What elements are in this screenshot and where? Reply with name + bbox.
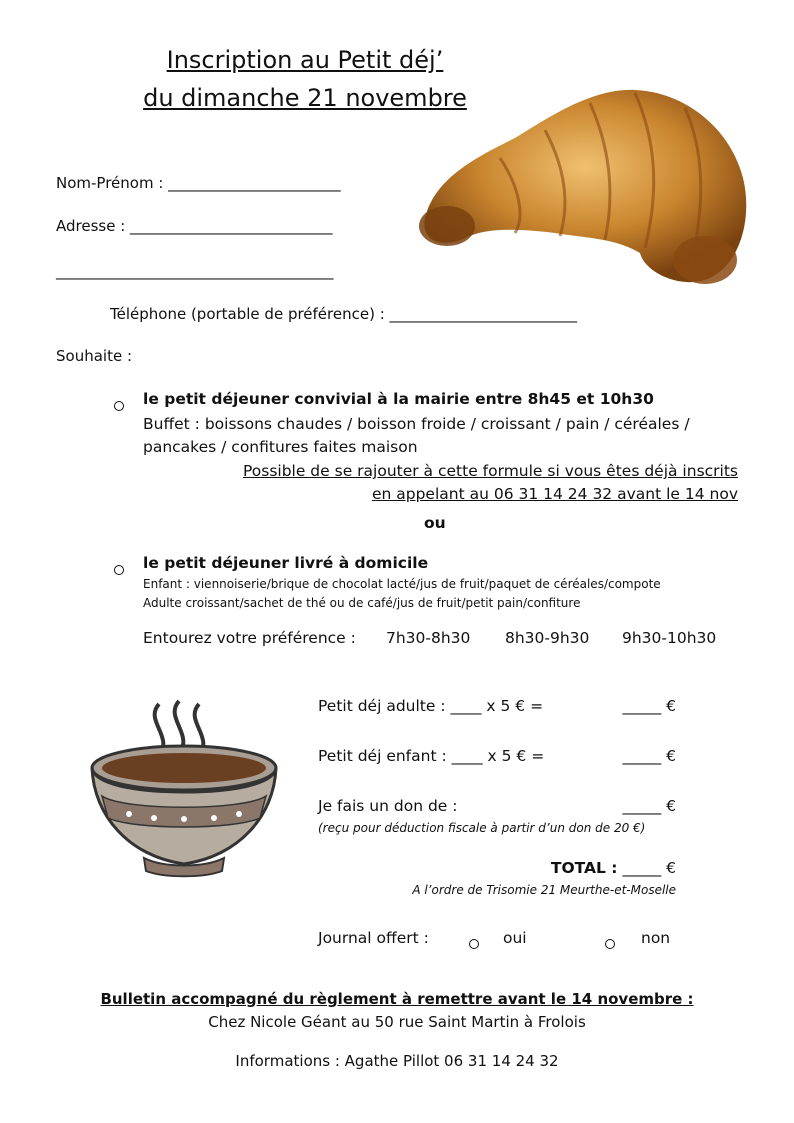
- bulletin-note: Bulletin accompagné du règlement à remettre avant le 14 novembre :: [100, 990, 694, 1008]
- slot-1[interactable]: 7h30-8h30: [386, 629, 471, 647]
- address-line: ___________________________: [130, 217, 333, 235]
- address-label: Adresse :: [56, 217, 126, 235]
- preference-label: Entourez votre préférence :: [143, 629, 356, 647]
- option2-radio[interactable]: [114, 560, 124, 579]
- address-field[interactable]: [56, 217, 333, 235]
- total-value[interactable]: _____ €: [622, 859, 676, 877]
- information-contact: Informations : Agathe Pillot 06 31 14 24 32: [235, 1052, 559, 1070]
- option1-desc-1: Buffet : boissons chaudes / boisson froide / croissant / pain / céréales /: [143, 415, 690, 433]
- name-line: _______________________: [168, 174, 341, 192]
- address-line-2[interactable]: _____________________________________: [56, 262, 334, 280]
- journal-label: Journal offert :: [318, 929, 429, 947]
- adult-order-label: Petit déj adulte : ____ x 5 € =: [318, 697, 544, 715]
- wish-label: Souhaite :: [56, 347, 133, 365]
- option1-desc-2: pancakes / confitures faites maison: [143, 438, 418, 456]
- soup-bowl-image: [84, 696, 289, 881]
- option1-note-2: en appelant au 06 31 14 24 32 avant le 14 nov: [371, 485, 738, 503]
- slot-3[interactable]: 9h30-10h30: [622, 629, 717, 647]
- journal-no: non: [641, 929, 671, 947]
- phone-field[interactable]: [110, 305, 577, 323]
- child-order-total[interactable]: _____ €: [622, 747, 676, 765]
- adult-order-total[interactable]: _____ €: [622, 697, 676, 715]
- option1-note-1: Possible de se rajouter à cette formule si vous êtes déjà inscrits: [242, 462, 738, 480]
- total-label: TOTAL :: [550, 859, 618, 877]
- child-order-label: Petit déj enfant : ____ x 5 € =: [318, 747, 545, 765]
- total-row: [551, 859, 676, 877]
- donation-note: (reçu pour déduction fiscale à partir d’un don de 20 €): [318, 821, 646, 835]
- name-label: Nom-Prénom :: [56, 174, 164, 192]
- journal-yes-radio[interactable]: [469, 934, 479, 953]
- croissant-image: [405, 68, 760, 293]
- option2-adult: Adulte croissant/sachet de thé ou de café/jus de fruit/petit pain/confiture: [143, 596, 581, 610]
- drop-off-address: Chez Nicole Géant au 50 rue Saint Martin à Frolois: [208, 1013, 586, 1031]
- name-field[interactable]: [56, 174, 341, 192]
- option1-radio[interactable]: [114, 396, 124, 415]
- option2-title: le petit déjeuner livré à domicile: [143, 554, 429, 572]
- phone-label: Téléphone (portable de préférence) :: [110, 305, 385, 323]
- option1-title: le petit déjeuner convivial à la mairie entre 8h45 et 10h30: [143, 390, 654, 408]
- donation-label: Je fais un don de :: [318, 797, 458, 815]
- title-line-1: Inscription au Petit déj’: [166, 46, 444, 74]
- or-label: ou: [424, 514, 446, 532]
- donation-total[interactable]: _____ €: [622, 797, 676, 815]
- phone-line: _________________________: [389, 305, 578, 323]
- slot-2[interactable]: 8h30-9h30: [505, 629, 590, 647]
- order-to: A l’ordre de Trisomie 21 Meurthe-et-Moselle: [412, 883, 676, 897]
- option2-child: Enfant : viennoiserie/brique de chocolat lacté/jus de fruit/paquet de céréales/compote: [143, 577, 661, 591]
- journal-yes: oui: [503, 929, 527, 947]
- journal-no-radio[interactable]: [605, 934, 615, 953]
- title-line-2: du dimanche 21 novembre: [143, 84, 467, 112]
